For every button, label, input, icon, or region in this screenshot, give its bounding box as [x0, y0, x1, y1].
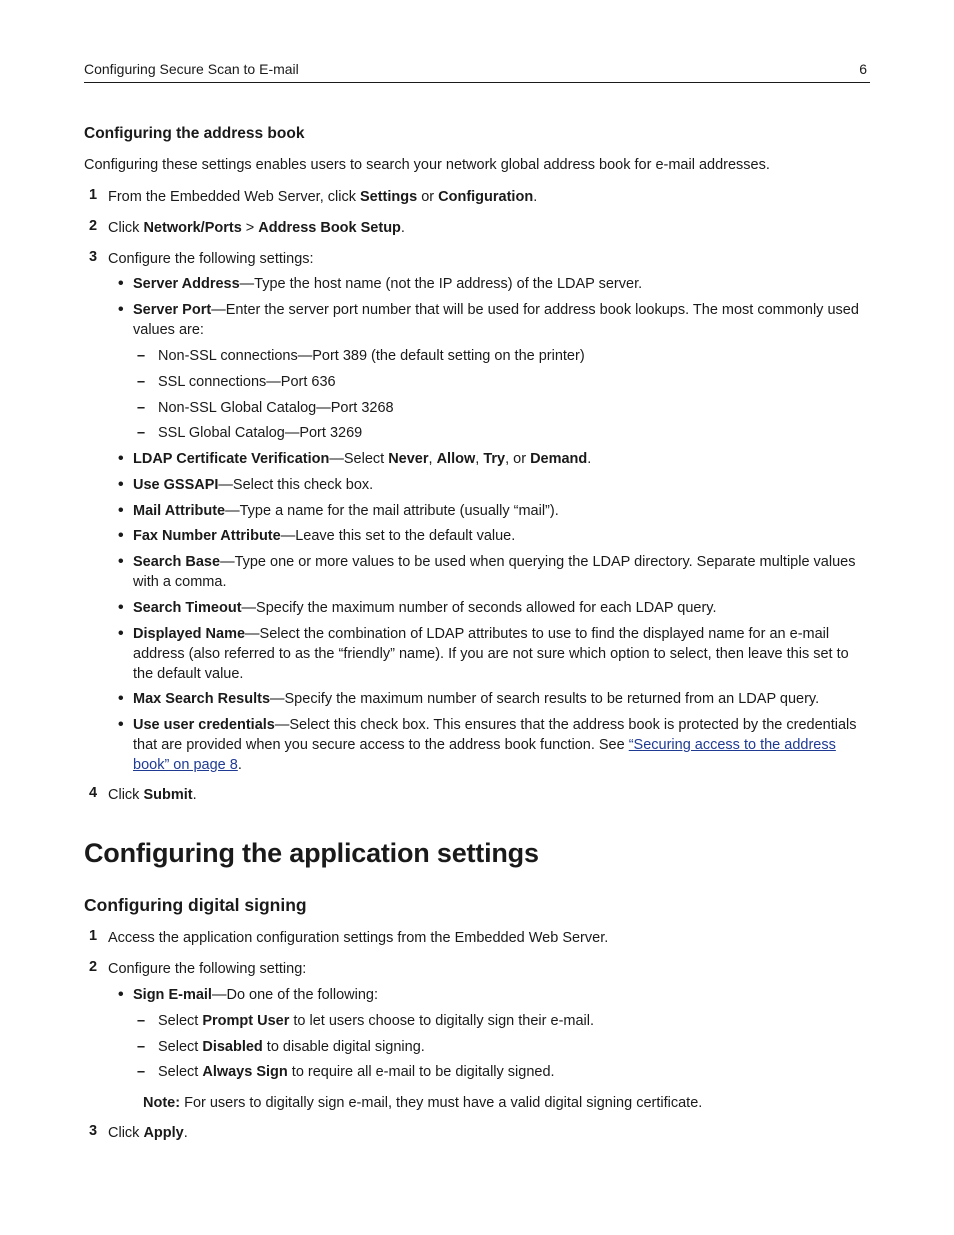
step-3: [84, 249, 870, 269]
port-text: Non-SSL Global Catalog—Port 3268: [158, 400, 394, 416]
step-text: Click Network/Ports > Address Book Setup.: [108, 220, 405, 236]
bullet-text: Sign E-mail—Do one of the following:: [133, 987, 379, 1003]
step-2: [84, 218, 870, 238]
bullet-ldap-certificate: [84, 449, 870, 469]
digital-signing-heading: Configuring digital signing: [84, 895, 307, 915]
step-text: Configure the following settings:: [108, 251, 314, 267]
step-text: Configure the following setting:: [108, 961, 307, 977]
port-item: [84, 398, 870, 418]
bullet-icon: •: [118, 527, 124, 544]
port-item: [84, 346, 870, 366]
note-text: Note: For users to digitally sign e-mail, they must have a valid digital signing certificate.: [143, 1095, 703, 1111]
bullet-text: Fax Number Attribute—Leave this set to the default value.: [133, 528, 516, 544]
bullet-sign-email: [84, 985, 870, 1005]
bullet-search-base: [84, 552, 870, 592]
dash-icon: –: [137, 374, 146, 390]
option-text: Select Disabled to disable digital signing.: [158, 1039, 425, 1055]
bullet-icon: •: [118, 986, 124, 1003]
step-1: [84, 187, 870, 207]
bullet-text: Max Search Results—Specify the maximum number of search results to be returned from an LDAP query.: [133, 691, 820, 707]
port-text: SSL connections—Port 636: [158, 374, 336, 390]
bullet-icon: •: [118, 502, 124, 519]
step-number: 1: [89, 928, 98, 944]
address-book-heading: Configuring the address book: [84, 125, 305, 142]
bullet-max-results: [84, 689, 870, 709]
dash-icon: –: [137, 1039, 146, 1055]
step-number: 3: [89, 1123, 98, 1139]
dash-icon: –: [137, 1013, 146, 1029]
port-item: [84, 372, 870, 392]
note: [84, 1093, 870, 1113]
page-number: 6: [859, 61, 867, 77]
bullet-icon: •: [118, 553, 124, 570]
bullet-text: Use GSSAPI—Select this check box.: [133, 477, 374, 493]
bullet-user-credentials: [84, 715, 870, 775]
page-header: [84, 60, 870, 83]
bullet-text: LDAP Certificate Verification—Select Never, Allow, Try, or Demand.: [133, 451, 592, 467]
bullet-mail-attribute: [84, 501, 870, 521]
bullet-icon: •: [118, 690, 124, 707]
bullet-icon: •: [118, 599, 124, 616]
dash-icon: –: [137, 400, 146, 416]
securing-access-link[interactable]: “Securing access to the address book” on page 8: [133, 737, 836, 773]
bullet-text: Displayed Name—Select the combination of LDAP attributes to use to find the displayed name for an e-mail address (also referred to as the “friendly” name). If you are not sure which option to select, then leave this set to the default value.: [133, 626, 849, 682]
sign-option: [84, 1062, 870, 1082]
bullet-text: Search Timeout—Specify the maximum number of seconds allowed for each LDAP query.: [133, 600, 717, 616]
sign-option: [84, 1037, 870, 1057]
bullet-icon: •: [118, 476, 124, 493]
port-item: [84, 423, 870, 443]
header-title: Configuring Secure Scan to E-mail: [84, 61, 299, 77]
app-step-3: [84, 1123, 870, 1143]
bullet-text: Mail Attribute—Type a name for the mail attribute (usually “mail”).: [133, 503, 559, 519]
bullet-server-address: [84, 274, 870, 294]
app-step-2: [84, 959, 870, 979]
step-number: 2: [89, 218, 98, 234]
app-step-1: [84, 928, 870, 948]
option-text: Select Prompt User to let users choose to digitally sign their e-mail.: [158, 1013, 595, 1029]
address-book-intro: Configuring these settings enables users to search your network global address book for e-mail addresses.: [84, 157, 770, 173]
port-text: SSL Global Catalog—Port 3269: [158, 425, 363, 441]
step-text: From the Embedded Web Server, click Settings or Configuration.: [108, 189, 538, 205]
bullet-use-gssapi: [84, 475, 870, 495]
dash-icon: –: [137, 348, 146, 364]
sign-option: [84, 1011, 870, 1031]
bullet-server-port: [84, 300, 870, 340]
bullet-icon: •: [118, 301, 124, 318]
step-number: 1: [89, 187, 98, 203]
dash-icon: –: [137, 1064, 146, 1080]
bullet-fax-attribute: [84, 526, 870, 546]
bullet-text: Use user credentials—Select this check box. This ensures that the address book is protected by the credentials that are provided when you secure access to the address book function. See “Securing access to the address book” on page 8.: [133, 717, 857, 773]
option-text: Select Always Sign to require all e-mail to be digitally signed.: [158, 1064, 555, 1080]
bullet-icon: •: [118, 625, 124, 642]
step-text: Access the application configuration settings from the Embedded Web Server.: [108, 930, 609, 946]
bullet-icon: •: [118, 450, 124, 467]
bullet-text: Server Port—Enter the server port number that will be used for address book lookups. The most commonly used values are:: [133, 302, 859, 338]
bullet-text: Search Base—Type one or more values to be used when querying the LDAP directory. Separate multiple values with a comma.: [133, 554, 856, 590]
step-number: 3: [89, 249, 98, 265]
step-4: [84, 785, 870, 805]
step-text: Click Submit.: [108, 787, 197, 803]
step-number: 4: [89, 785, 98, 801]
bullet-text: Server Address—Type the host name (not the IP address) of the LDAP server.: [133, 276, 643, 292]
step-text: Click Apply.: [108, 1125, 188, 1141]
bullet-search-timeout: [84, 598, 870, 618]
step-number: 2: [89, 959, 98, 975]
app-settings-title: Configuring the application settings: [84, 838, 539, 868]
bullet-icon: •: [118, 716, 124, 733]
bullet-icon: •: [118, 275, 124, 292]
dash-icon: –: [137, 425, 146, 441]
port-text: Non-SSL connections—Port 389 (the default setting on the printer): [158, 348, 585, 364]
bullet-displayed-name: [84, 624, 870, 684]
